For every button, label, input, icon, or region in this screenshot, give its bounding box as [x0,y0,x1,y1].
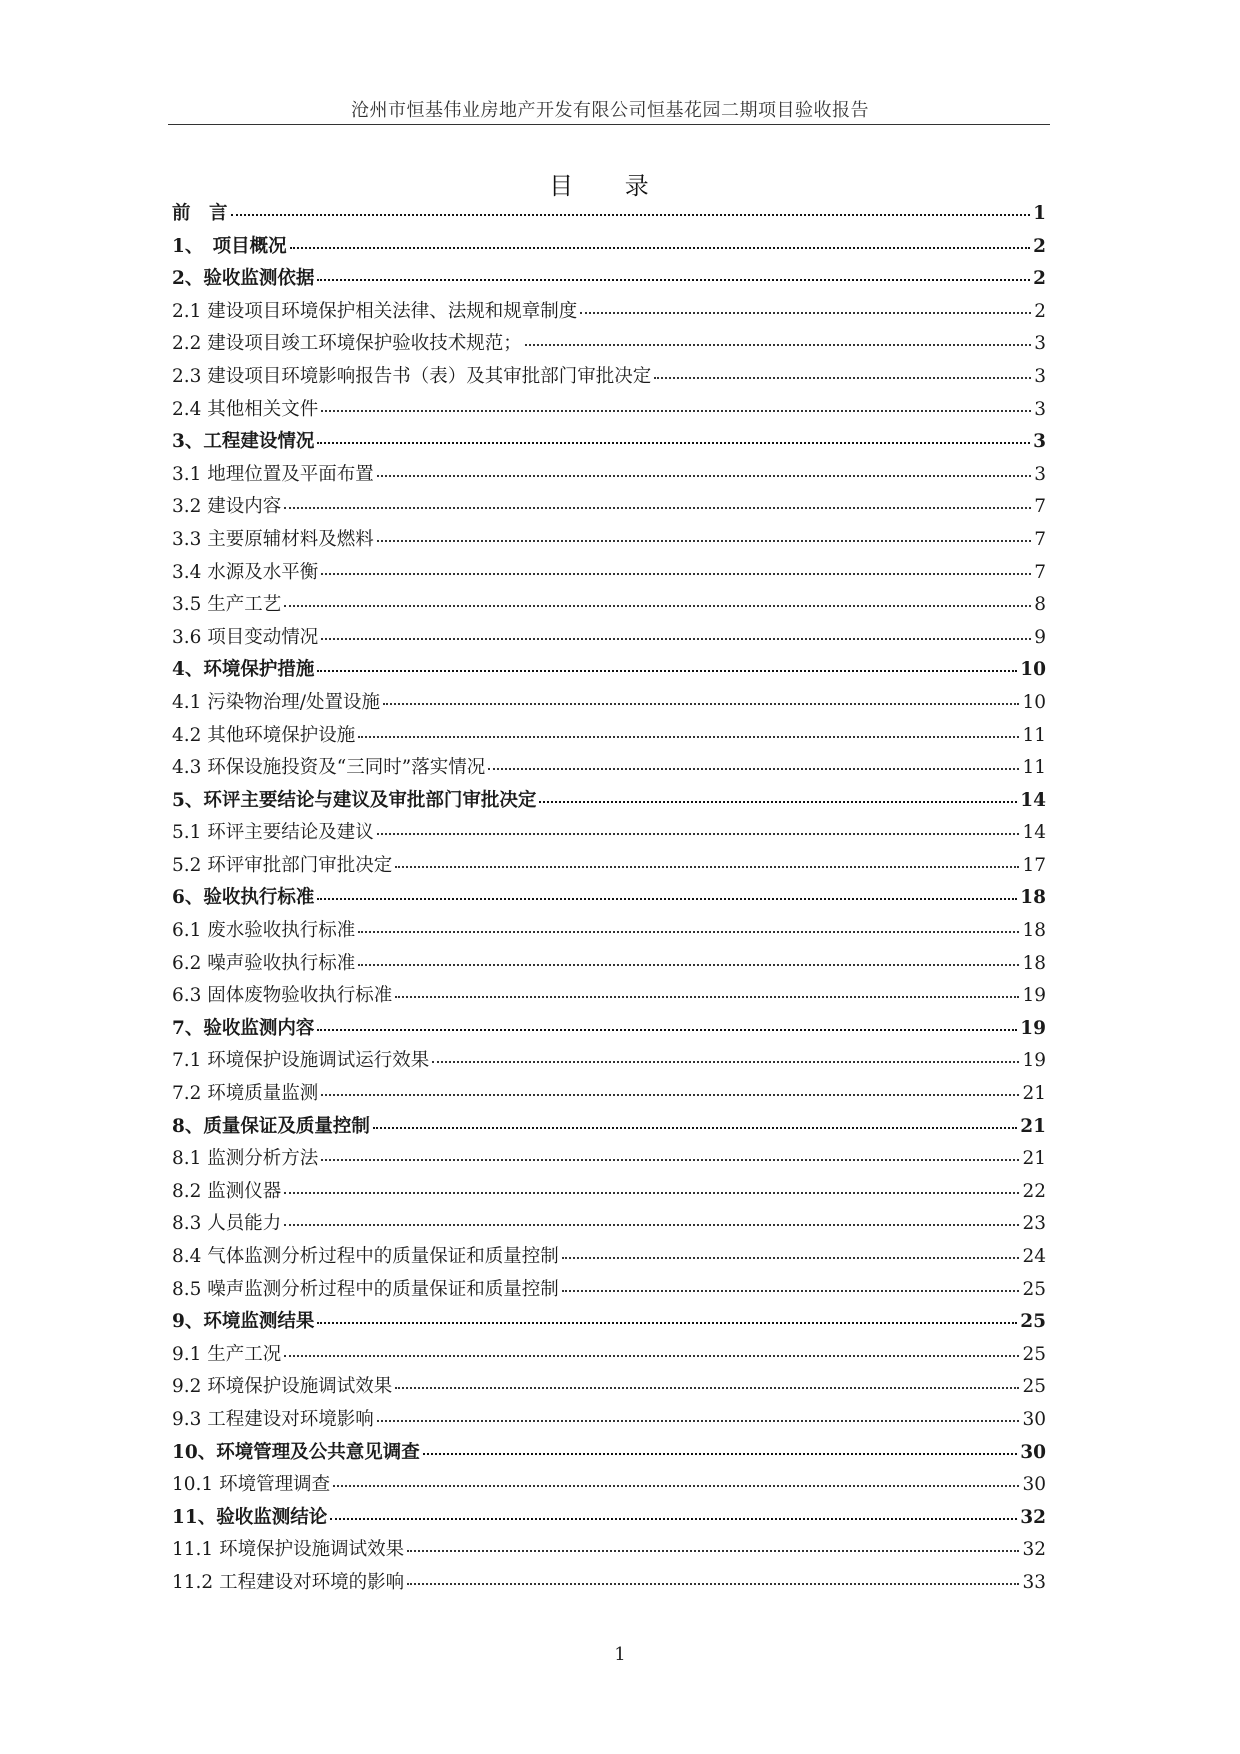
toc-dot-leader [383,703,1019,705]
toc-entry-page: 32 [1020,1506,1046,1528]
toc-entry-page: 19 [1022,1050,1046,1072]
toc-dot-leader [317,1322,1017,1324]
toc-entry-label: 11、验收监测结论 [172,1506,328,1528]
toc-entry[interactable] [172,1503,1046,1536]
toc-entry-label: 9.1 生产工况 [172,1343,282,1365]
toc-entry-page: 22 [1022,1180,1046,1202]
toc-entry[interactable] [172,492,1046,525]
toc-entry-label: 3.5 生产工艺 [172,594,282,616]
header-divider [168,124,1050,125]
toc-entry-page: 11 [1022,757,1046,779]
toc-entry-label: 8.1 监测分析方法 [172,1148,319,1170]
toc-entry-page: 3 [1034,365,1046,387]
toc-entry-page: 30 [1022,1408,1046,1430]
toc-entry-label: 3、工程建设情况 [172,431,315,453]
toc-dot-leader [432,1061,1019,1063]
toc-dot-leader [377,833,1020,835]
toc-entry-label: 2.3 建设项目环境影响报告书（表）及其审批部门审批决定 [172,365,652,387]
toc-dot-leader [562,1257,1020,1259]
toc-entry-page: 10 [1020,659,1046,681]
toc-dot-leader [395,996,1019,998]
toc-entry[interactable] [172,590,1046,623]
toc-entry-page: 7 [1034,496,1046,518]
toc-entry[interactable] [172,1438,1046,1471]
toc-entry-page: 21 [1020,1115,1046,1137]
toc-dot-leader [284,1355,1019,1357]
toc-entry-label: 2.1 建设项目环境保护相关法律、法规和规章制度 [172,300,578,322]
toc-entry-page: 17 [1022,854,1046,876]
toc-dot-leader [580,312,1031,314]
toc-entry-page: 32 [1022,1539,1046,1561]
toc-entry-page: 18 [1022,952,1046,974]
toc-dot-leader [488,768,1019,770]
toc-entry-label: 8、质量保证及质量控制 [172,1115,370,1137]
toc-entry[interactable] [172,721,1046,754]
toc-dot-leader [377,1420,1020,1422]
toc-entry[interactable] [172,264,1046,297]
toc-entry-label: 3.3 主要原辅材料及燃料 [172,528,374,550]
toc-dot-leader [284,1224,1019,1226]
toc-dot-leader [525,344,1031,346]
toc-dot-leader [317,279,1030,281]
toc-entry-label: 8.3 人员能力 [172,1213,282,1235]
toc-dot-leader [321,1094,1019,1096]
toc-entry-label: 3.1 地理位置及平面布置 [172,463,374,485]
toc-dot-leader [358,964,1019,966]
toc-entry[interactable] [172,1535,1046,1568]
toc-dot-leader [373,1127,1017,1129]
toc-dot-leader [539,801,1017,803]
toc-entry[interactable] [172,818,1046,851]
toc-entry-page: 3 [1034,398,1046,420]
toc-entry-page: 23 [1022,1213,1046,1235]
toc-dot-leader [317,670,1017,672]
toc-entry-label: 11.1 环境保护设施调试效果 [172,1539,405,1561]
toc-entry-page: 25 [1022,1376,1046,1398]
toc-entry-label: 5.2 环评审批部门审批决定 [172,854,393,876]
toc-dot-leader [284,605,1031,607]
toc-entry[interactable] [172,362,1046,395]
toc-title: 目 录 [549,172,671,200]
toc-entry-page: 14 [1020,789,1046,811]
toc-entry-page: 25 [1022,1278,1046,1300]
toc-dot-leader [358,931,1019,933]
toc-entry[interactable] [172,1275,1046,1308]
toc-entry-label: 8.2 监测仪器 [172,1180,282,1202]
toc-entry-page: 18 [1022,920,1046,942]
toc-entry[interactable] [172,1307,1046,1340]
toc-entry-page: 9 [1034,626,1046,648]
toc-entry[interactable] [172,427,1046,460]
toc-entry[interactable] [172,329,1046,362]
toc-entry-page: 25 [1022,1343,1046,1365]
toc-entry[interactable] [172,1177,1046,1210]
toc-entry[interactable] [172,851,1046,884]
toc-entry-label: 4.2 其他环境保护设施 [172,724,356,746]
toc-entry-label: 5.1 环评主要结论及建议 [172,822,374,844]
toc-dot-leader [395,866,1019,868]
toc-entry-page: 19 [1020,1017,1046,1039]
toc-entry-page: 7 [1034,528,1046,550]
toc-dot-leader [317,898,1017,900]
toc-entry[interactable] [172,655,1046,688]
toc-entry-label: 6.2 噪声验收执行标准 [172,952,356,974]
toc-entry-page: 30 [1020,1441,1046,1463]
toc-entry-label: 6.3 固体废物验收执行标准 [172,985,393,1007]
toc-dot-leader [395,1387,1019,1389]
toc-entry-label: 6.1 废水验收执行标准 [172,920,356,942]
toc-entry[interactable] [172,1405,1046,1438]
toc-entry-label: 9.2 环境保护设施调试效果 [172,1376,393,1398]
table-of-contents [172,199,1046,1601]
toc-entry-page: 30 [1022,1474,1046,1496]
toc-entry-page: 7 [1034,561,1046,583]
toc-dot-leader [377,540,1031,542]
toc-entry-page: 8 [1034,594,1046,616]
toc-dot-leader [321,410,1031,412]
toc-entry[interactable] [172,688,1046,721]
toc-entry[interactable] [172,1340,1046,1373]
toc-entry-page: 11 [1022,724,1046,746]
page-header-title: 沧州市恒基伟业房地产开发有限公司恒基花园二期项目验收报告 [351,100,869,121]
toc-entry-label: 3.4 水源及水平衡 [172,561,319,583]
toc-entry-page: 2 [1033,268,1046,290]
toc-entry[interactable] [172,232,1046,265]
toc-dot-leader [333,1485,1019,1487]
page-number: 1 [614,1644,626,1665]
toc-entry-label: 4.3 环保设施投资及“三同时”落实情况 [172,757,486,779]
toc-entry[interactable] [172,1209,1046,1242]
toc-entry-label: 10.1 环境管理调查 [172,1474,331,1496]
toc-dot-leader [284,507,1031,509]
toc-entry-page: 10 [1022,691,1046,713]
toc-entry-label: 7.1 环境保护设施调试运行效果 [172,1050,430,1072]
toc-dot-leader [317,442,1030,444]
toc-entry[interactable] [172,1470,1046,1503]
toc-entry[interactable] [172,297,1046,330]
toc-entry[interactable] [172,558,1046,591]
toc-dot-leader [321,1159,1019,1161]
toc-dot-leader [358,736,1019,738]
toc-entry-label: 3.2 建设内容 [172,496,282,518]
toc-entry[interactable] [172,395,1046,428]
toc-entry-page: 2 [1034,300,1046,322]
toc-entry-label: 5、环评主要结论与建议及审批部门审批决定 [172,789,537,811]
toc-entry[interactable] [172,1242,1046,1275]
toc-dot-leader [321,638,1031,640]
toc-dot-leader [290,247,1031,249]
toc-entry[interactable] [172,753,1046,786]
toc-entry[interactable] [172,883,1046,916]
toc-entry-label: 11.2 工程建设对环境的影响 [172,1571,405,1593]
toc-entry-page: 18 [1020,887,1046,909]
toc-dot-leader [654,377,1031,379]
toc-entry-label: 2.2 建设项目竣工环境保护验收技术规范； [172,333,522,355]
toc-entry[interactable] [172,981,1046,1014]
toc-entry-label: 8.5 噪声监测分析过程中的质量保证和质量控制 [172,1278,559,1300]
toc-entry-label: 9、环境监测结果 [172,1311,315,1333]
toc-entry-label: 6、验收执行标准 [172,887,315,909]
toc-dot-leader [377,475,1031,477]
toc-entry[interactable] [172,949,1046,982]
toc-entry-page: 14 [1022,822,1046,844]
toc-dot-leader [423,1453,1018,1455]
toc-entry-page: 19 [1022,985,1046,1007]
toc-entry-label: 8.4 气体监测分析过程中的质量保证和质量控制 [172,1246,559,1267]
toc-dot-leader [284,1192,1019,1194]
toc-dot-leader [407,1550,1019,1552]
toc-entry-label: 4.1 污染物治理/处置设施 [172,691,381,713]
toc-dot-leader [321,573,1031,575]
toc-entry-label: 1、 项目概况 [172,235,287,257]
toc-entry[interactable] [172,786,1046,819]
toc-entry[interactable] [172,1568,1046,1601]
toc-entry[interactable] [172,916,1046,949]
toc-entry[interactable] [172,1014,1046,1047]
toc-entry[interactable] [172,460,1046,493]
toc-entry-page: 21 [1022,1083,1046,1105]
toc-entry-page: 3 [1034,463,1046,485]
toc-entry-label: 2、验收监测依据 [172,268,315,290]
toc-entry-page: 24 [1022,1246,1046,1267]
toc-entry-page: 33 [1022,1571,1046,1593]
toc-entry-page: 2 [1033,235,1046,257]
toc-entry-label: 10、环境管理及公共意见调查 [172,1441,420,1463]
toc-entry-label: 前 言 [172,203,228,224]
toc-entry-label: 4、环境保护措施 [172,659,315,681]
toc-entry[interactable] [172,199,1046,232]
toc-entry[interactable] [172,1079,1046,1112]
toc-entry-page: 3 [1034,333,1046,355]
toc-entry-label: 7、验收监测内容 [172,1017,315,1039]
toc-entry-label: 3.6 项目变动情况 [172,626,319,648]
toc-entry[interactable] [172,525,1046,558]
toc-entry-page: 21 [1022,1148,1046,1170]
toc-dot-leader [317,1029,1017,1031]
toc-dot-leader [407,1583,1019,1585]
toc-entry-page: 25 [1020,1311,1046,1333]
toc-entry[interactable] [172,1372,1046,1405]
toc-entry-label: 9.3 工程建设对环境影响 [172,1408,374,1430]
toc-dot-leader [562,1290,1020,1292]
toc-dot-leader [330,1518,1017,1520]
toc-entry-label: 7.2 环境质量监测 [172,1083,319,1105]
toc-entry-page: 1 [1033,203,1046,224]
toc-entry[interactable] [172,623,1046,656]
toc-entry-label: 2.4 其他相关文件 [172,398,319,420]
toc-entry[interactable] [172,1144,1046,1177]
toc-entry-page: 3 [1033,431,1046,453]
toc-entry[interactable] [172,1046,1046,1079]
toc-entry[interactable] [172,1112,1046,1145]
toc-dot-leader [231,214,1031,216]
